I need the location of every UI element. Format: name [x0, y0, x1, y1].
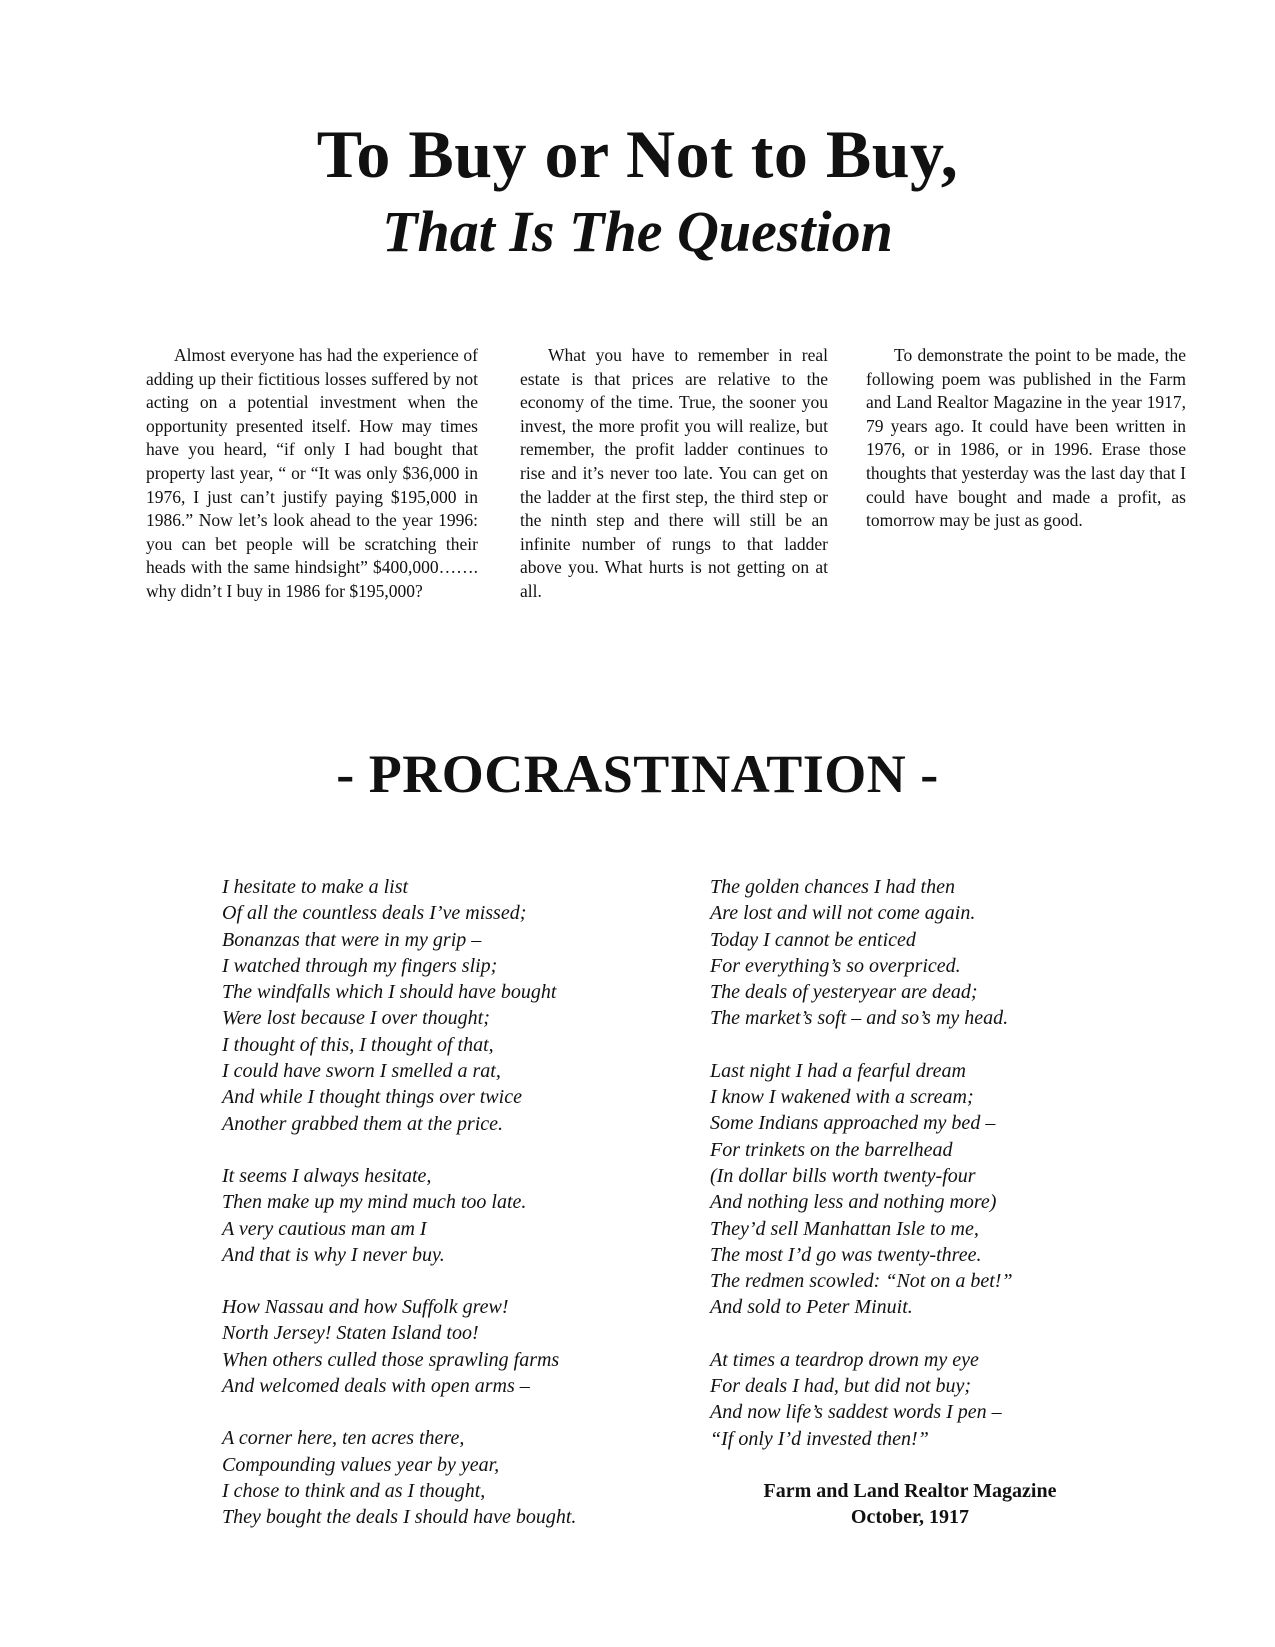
poem-line: And now life’s saddest words I pen – [710, 1401, 1002, 1424]
poem-line: I thought of this, I thought of that, [222, 1033, 494, 1056]
poem-left-column [222, 874, 662, 1557]
poem-stanza [710, 874, 1130, 1032]
poem-credit [700, 1478, 1120, 1530]
poem-line: Today I cannot be enticed [710, 928, 916, 951]
poem-line: I know I wakened with a scream; [710, 1086, 974, 1109]
poem-line: When others culled those sprawling farms [222, 1348, 560, 1371]
poem-line: The market’s soft – and so’s my head. [710, 1007, 1009, 1030]
poem-line: Compounding values year by year, [222, 1453, 500, 1476]
page-subtitle: That Is The Question [382, 199, 893, 264]
poem-line: I chose to think and as I thought, [222, 1479, 486, 1502]
poem-line: Bonanzas that were in my grip – [222, 928, 482, 951]
poem-line: The deals of yesteryear are dead; [710, 981, 978, 1004]
poem-line: And nothing less and nothing more) [710, 1191, 997, 1214]
poem-line: A very cautious man am I [222, 1217, 427, 1240]
poem-line: And welcomed deals with open arms – [222, 1375, 530, 1398]
poem-line: Of all the countless deals I’ve missed; [222, 902, 527, 925]
poem-line: And sold to Peter Minuit. [710, 1296, 913, 1319]
poem-line: For trinkets on the barrelhead [710, 1138, 953, 1161]
poem-line: The redmen scowled: “Not on a bet!” [710, 1270, 1013, 1293]
poem-stanza [222, 874, 662, 1137]
poem-line: A corner here, ten acres there, [222, 1427, 465, 1450]
poem-line: They bought the deals I should have bought. [222, 1506, 577, 1529]
poem-line: At times a teardrop drown my eye [710, 1348, 979, 1371]
poem-line: I watched through my fingers slip; [222, 954, 498, 977]
poem-line: Last night I had a fearful dream [710, 1059, 966, 1082]
poem-line: “If only I’d invested then!” [710, 1427, 929, 1450]
poem-line: They’d sell Manhattan Isle to me, [710, 1217, 979, 1240]
credit-source: Farm and Land Realtor Magazine [763, 1480, 1057, 1502]
poem-line: For deals I had, but did not buy; [710, 1375, 972, 1398]
poem-heading: - PROCRASTINATION - [336, 744, 939, 804]
poem-line: Are lost and will not come again. [710, 902, 976, 925]
poem-line: Were lost because I over thought; [222, 1007, 490, 1030]
title-block [0, 112, 1275, 268]
poem-line: Another grabbed them at the price. [222, 1112, 504, 1135]
poem-line: Then make up my mind much too late. [222, 1191, 527, 1214]
poem-line: I could have sworn I smelled a rat, [222, 1060, 501, 1083]
intro-paragraph-2: What you have to remember in real estate is that prices are relative to the economy of the time. True, the sooner you invest, the more profit you will realize, but remember, the profit ladder continues to rise and it’s never too late. You can get on the ladder at the first step, the third step or the ninth step and there will still be an infinite number of rungs to that ladder above you. What hurts is not getting on at all. [520, 345, 828, 601]
poem-stanza [222, 1425, 662, 1530]
poem-line: And while I thought things over twice [222, 1086, 522, 1109]
poem-stanza [222, 1294, 662, 1399]
poem-line: The golden chances I had then [710, 876, 955, 898]
poem-line: For everything’s so overpriced. [710, 954, 961, 977]
poem-line: It seems I always hesitate, [222, 1164, 432, 1187]
credit-date: October, 1917 [850, 1506, 970, 1528]
poem-stanza [710, 1347, 1130, 1452]
poem-line: The most I’d go was twenty-three. [710, 1243, 982, 1266]
poem-stanza [710, 1058, 1130, 1321]
poem-line: How Nassau and how Suffolk grew! [222, 1296, 509, 1319]
poem-stanza [222, 1163, 662, 1268]
intro-paragraph-1: Almost everyone has had the experience of adding up their fictitious losses suffered by not acting on a potential investment when the opportunity presented itself. How may times have you heard, “if only I had bought that property last year, “ or “It was only $36,000 in 1976, I just can’t justify paying $195,000 in 1986.” Now let’s look ahead to the year 1996: you can bet people will be scratching their heads with the same hindsight” $400,000……. why didn’t I buy in 1986 for $195,000? [146, 345, 478, 601]
poem-line: Some Indians approached my bed – [710, 1112, 996, 1135]
poem-line: North Jersey! Staten Island too! [222, 1322, 479, 1345]
poem-line: The windfalls which I should have bought [222, 981, 557, 1004]
intro-paragraph-3: To demonstrate the point to be made, the following poem was published in the Farm and Land Realtor Magazine in the year 1917, 79 years ago. It could have been written in 1976, or in 1986, or in 1996. Erase those thoughts that yesterday was the last day that I could have bought and made a profit, as tomorrow may be just as good. [866, 345, 1186, 531]
poem-line: And that is why I never buy. [222, 1243, 445, 1266]
poem-line: I hesitate to make a list [222, 876, 409, 898]
poem-right-column [710, 874, 1130, 1478]
page-title: To Buy or Not to Buy, [316, 116, 959, 192]
poem-line: (In dollar bills worth twenty-four [710, 1164, 976, 1187]
